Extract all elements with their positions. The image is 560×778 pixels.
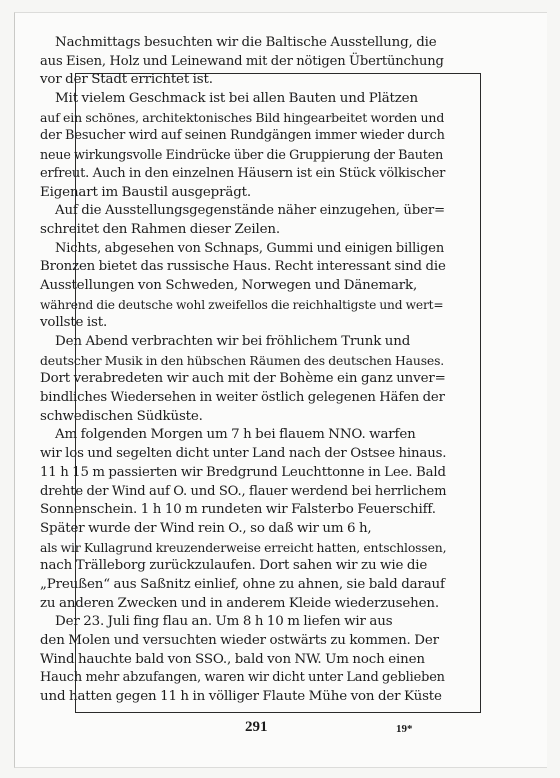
book-page [14, 12, 547, 768]
text-line: Ausstellungen von Schweden, Norwegen und Dänemark, [40, 277, 418, 293]
text-line: schreitet den Rahmen dieser Zeilen. [40, 221, 281, 237]
text-line: Sonnenschein. 1 h 10 m rundeten wir Falsterbo Feuerschiff. [40, 502, 436, 518]
text-line: erfreut. Auch in den einzelnen Häusern ist ein Stück völkischer [40, 165, 446, 181]
text-line: Auf die Ausstellungsgegenstände näher einzugehen, über= [55, 203, 446, 219]
text-line: Eigenart im Baustil ausgeprägt. [40, 184, 251, 200]
text-line: Dort verabredeten wir auch mit der Bohème ein ganz unver= [40, 371, 446, 387]
text-line: drehte der Wind auf O. und SO., flauer werdend bei herrlichem [40, 483, 447, 499]
text-line: während die deutsche wohl zweifellos die reichhaltigste und wert= [40, 297, 444, 312]
text-line: und hatten gegen 11 h in völliger Flaute Mühe von der Küste [40, 689, 442, 705]
text-line: Nachmittags besuchten wir die Baltische Ausstellung, die [55, 35, 437, 50]
text-line: Bronzen bietet das russische Haus. Recht interessant sind die [40, 259, 446, 275]
body-text [40, 34, 446, 707]
text-line: den Molen und versuchten wieder ostwärts zu kommen. Der [40, 633, 439, 648]
page-number: 291 [245, 719, 268, 735]
signature-mark: 19* [396, 723, 413, 735]
text-line: wir los und segelten dicht unter Land nach der Ostsee hinaus. [40, 446, 447, 462]
text-line: Der 23. Juli fing flau an. Um 8 h 10 m liefen wir aus [55, 614, 393, 630]
text-line: deutscher Musik in den hübschen Räumen des deutschen Hauses. [40, 352, 445, 368]
text-line: Mit vielem Geschmack ist bei allen Bauten und Plätzen [55, 91, 418, 107]
text-line: Am folgenden Morgen um 7 h bei flauem NNO. warfen [55, 427, 416, 443]
text-line: 11 h 15 m passierten wir Bredgrund Leuchttonne in Lee. Bald [40, 464, 446, 480]
text-line: nach Trälleborg zurückzulaufen. Dort sahen wir zu wie die [40, 558, 428, 574]
text-line: „Preußen“ aus Saßnitz einlief, ohne zu ahnen, sie bald darauf [40, 576, 445, 592]
text-line: aus Eisen, Holz und Leinewand mit der nötigen Übertünchung [40, 53, 444, 69]
text-line: vollste ist. [40, 315, 108, 331]
text-line: bindliches Wiedersehen in weiter östlich gelegenen Häfen der [40, 390, 445, 406]
text-line: der Besucher wird auf seinen Rundgängen immer wieder durch [40, 128, 445, 144]
text-line: zu anderen Zwecken und in anderem Kleide wiederzusehen. [40, 595, 439, 611]
text-line: Den Abend verbrachten wir bei fröhlichem Trunk und [55, 334, 411, 349]
text-line: Später wurde der Wind rein O., so daß wir um 6 h, [40, 520, 372, 536]
text-line: neue wirkungsvolle Eindrücke über die Gruppierung der Bauten [40, 147, 444, 163]
text-line: Nichts, abgesehen von Schnaps, Gummi und einigen billigen [55, 240, 445, 256]
text-line: als wir Kullagrund kreuzenderweise erreicht hatten, entschlossen, [40, 539, 447, 555]
text-line: Wind hauchte bald von SSO., bald von NW. Um noch einen [40, 651, 425, 667]
text-line: vor der Stadt errichtet ist. [40, 72, 213, 88]
text-line: auf ein schönes, architektonisches Bild hingearbeitet worden und [40, 109, 445, 125]
text-line: schwedischen Südküste. [40, 408, 203, 424]
text-line: Hauch mehr abzufangen, waren wir dicht unter Land geblieben [40, 670, 445, 686]
